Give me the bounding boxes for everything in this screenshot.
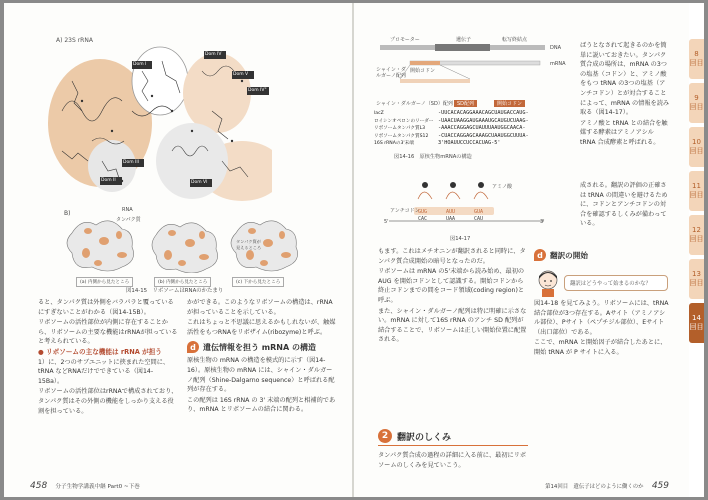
section-heading-text: 遺伝情報を担う mRNA の構造: [203, 342, 316, 352]
paragraph: この配列は 16S rRNA の 3' 末端の配列と相補的であり、mRNA とリボソームの結合に関わる。: [187, 396, 336, 414]
anticodon-0: GUG: [418, 209, 428, 215]
sequence-value: -UUCACACAGGAAACAGCUAUGACCAUG-: [438, 110, 529, 116]
chapter-footer: 第14回目 遺伝子はどのように働くのか: [545, 484, 644, 490]
anticodon-2: GUA: [474, 209, 484, 215]
label-sd: シャイン・ダルガーノ配列: [376, 67, 406, 79]
book-spread: [4, 3, 704, 497]
subheading-translation-start: [534, 249, 588, 261]
sequence-value: -CUACCAGGAGCAAAGCUAAUGGCUUUA-: [438, 132, 529, 139]
sequence-name: リボソームタンパク質S12: [374, 133, 429, 139]
right-lower-right: [534, 299, 670, 359]
paragraph: ると、タンパク質は外側をバラパラと覆っているにすぎないことがわかる（図14-15B）。: [38, 299, 174, 316]
rna-label: RNA: [122, 207, 133, 213]
panel-b-label: B): [64, 210, 71, 217]
right-column-upper: [580, 41, 670, 149]
domain-tag-4: Dom V: [233, 72, 249, 77]
chapter-tab-14[interactable]: [689, 303, 704, 343]
right-page: [354, 3, 689, 497]
sequence-list: [374, 110, 564, 148]
tab-number: 9: [694, 94, 699, 102]
sequence-value: -AAACCAGGAGCUAUUUAAUGGCAACA-: [438, 125, 526, 131]
left-column-1: [38, 298, 178, 417]
left-page: [4, 3, 352, 497]
chapter-tab-10[interactable]: [689, 127, 704, 167]
figure-caption-14-15: 図14-15 リボソームはRNAのかたまり: [126, 288, 224, 294]
tab-number: 8: [694, 50, 699, 58]
sequence-name: リボソームタンパク質L3: [374, 126, 426, 131]
label-gene: 遺伝子: [456, 37, 472, 43]
sequence-value: 3'HOAUUCCUCCACUAG-5': [438, 140, 501, 146]
tab-label: 回目: [689, 191, 704, 199]
label-start-codon: 開始コドン: [410, 68, 436, 74]
subheading-rrna-function: ● リボソームの主な機能は rRNA が担う: [38, 347, 162, 356]
tab-number: 11: [692, 182, 701, 190]
right-column-middle: [580, 181, 670, 230]
section-number-badge: 2: [378, 429, 392, 443]
domain-tag-5: Dom VI: [191, 180, 208, 185]
codon-1: UAA: [446, 216, 456, 222]
ribosome-3d-views: [64, 213, 314, 273]
label-dna: DNA: [550, 45, 562, 51]
domain-region-5: [156, 123, 228, 199]
paragraph: 原核生物の mRNA の構造を模式的に示す（図14-16）。原核生物の mRNA には、シャイン・ダルガーノ配列（Shine-Dalgarno sequence）と呼ばれる配列が存在する。: [187, 357, 335, 394]
paragraph: 1）に、2つのサブユニットに挟まれた空間に、tRNA などRNAだけでできている（図14-15Ba）。: [38, 358, 170, 385]
sequence-value: -UAACUAAGGAUGAAAUGCAUGUCUAAG-: [438, 117, 529, 124]
chapter-tabs: [689, 39, 704, 347]
paragraph: また、シャイン・ダルガーノ配列は特に明確に示さない。mRNA に対して16S rRNA のアンチ SD 配列が結合することで、リボソームは正しい開始位置に配置される。: [378, 307, 527, 344]
sequence-name: ロイシンオペロンのリーダー: [374, 118, 434, 124]
panel-caption-b: (b) 内側から見たところ: [154, 277, 211, 287]
chapter-tab-11[interactable]: [689, 171, 704, 211]
chapter-tab-12[interactable]: [689, 215, 704, 255]
paragraph: リボソームの活性部位が内側に存在することから、リボソームの主要な機能はrRNAが担っていると考えられている。: [38, 319, 178, 346]
paragraph: これはちょっと不思議に思えるかもしれないが、触媒活性をもつRNAをリボザイム(ribozyme)と呼ぶ。: [187, 319, 336, 336]
tab-number: 13: [692, 270, 701, 278]
domain-tag-1: Dom II: [101, 178, 116, 183]
sequence-row: [374, 125, 564, 133]
section-heading-mrna: [187, 341, 337, 353]
domain-tag-3: Dom IV: [205, 52, 222, 57]
domain-tag-0: Dom I: [133, 62, 147, 67]
section-marker-icon: d: [534, 249, 546, 261]
domain-tag-2: Dom III: [123, 160, 140, 165]
paragraph: リボソームは mRNA の5'末端から読み始め、最初の AUG を開始コドンとして認識する。開始コドンから終止コドンまでの間をコード領域(coding region)と呼ぶ。: [378, 268, 525, 304]
protein-label: タンパク質: [116, 217, 141, 223]
sd-tag: SD配列: [454, 100, 477, 107]
left-footer: [30, 481, 140, 491]
subheading-text: 翻訳の開始: [550, 250, 588, 260]
figure-caption-14-17: 図14-17: [450, 236, 471, 242]
panel-caption-c: (c) 下から見たところ: [232, 277, 284, 287]
paragraph: リボソームの活性部位はrRNAで構成されており、タンパク質はその外側の機能をしっかり支える役割を担っている。: [38, 388, 178, 415]
label-mrna: mRNA: [550, 61, 566, 67]
codon-2: CAU: [474, 216, 484, 222]
chapter-tab-13[interactable]: [689, 259, 704, 299]
tab-label: 回目: [689, 323, 704, 331]
paragraph: 成される。翻訳の評価の正確さは tRNA の間違いを避けるために、コドンとアンチコドンの対合を確認するしくみが備わっている。: [580, 182, 668, 228]
section-2-title: 翻訳のしくみ: [397, 432, 452, 443]
page-number-left: 458: [30, 481, 48, 491]
figure-caption-14-16: 図14-16 原核生物mRNAの構造: [394, 154, 472, 160]
rrna-secondary-structure: [42, 41, 272, 201]
chapter-tab-8[interactable]: [689, 39, 704, 79]
page-number-right: 459: [651, 481, 669, 491]
tab-label: 回目: [689, 103, 704, 111]
tab-number: 14: [692, 314, 701, 322]
mrna-3-end: 3': [540, 219, 545, 225]
chapter-tab-9[interactable]: [689, 83, 704, 123]
right-footer: [545, 481, 669, 491]
paragraph: ばうとなされて起きるのかを簡単に説いておきたい。タンパク質合成の場所は、mRNA の3つの塩基（コドン）と、アミノ酸をもつ tRNA の3つの塩基（アンチコドン）とが対合することによって、mRNA の情報を読み取る（図14-17）。: [580, 42, 670, 117]
right-lower-left: [378, 247, 528, 346]
paragraph: 図14-18 を見てみよう。リボソームには、tRNA 結合部位が3つ存在する。Aサイト（アミノアシル部位）、Pサイト（ペプチジル部位）、Eサイト（出口部位）である。: [534, 300, 669, 336]
speech-bubble: 翻訳はどうやって始まるのかな？: [564, 275, 668, 291]
label-promoter: プロモーター: [390, 37, 420, 43]
paragraph: ここで、mRNA と開始因子が結合したあとに、開始 tRNA が P サイトに入る。: [534, 339, 667, 356]
paragraph: もます。これはメチオニンが翻訳されると同時に、タンパク質合成開始の暗号となったのだ。: [378, 248, 526, 265]
section-2-heading: [378, 427, 528, 446]
label-amino-acid: アミノ酸: [492, 184, 513, 190]
anticodon-1: AUU: [446, 209, 456, 215]
domain-region-3: [183, 53, 251, 133]
tab-label: 回目: [689, 147, 704, 155]
domain-region-2: [132, 47, 188, 115]
domain-tag-6: Dom IV": [248, 88, 267, 93]
section-2-text: タンパク質合成の過程の詳細に入る前に、最初にリボソームのしくみを見ていこう。: [378, 452, 527, 469]
tab-label: 回目: [689, 59, 704, 67]
sequence-row: [374, 110, 564, 118]
codon-0: CAC: [418, 216, 428, 222]
label-anticodon: アンチコドン: [390, 208, 420, 214]
paragraph: かができる。このようなリボソームの構造は、rRNA が担っていることを示している。: [187, 299, 333, 316]
tab-number: 12: [692, 226, 701, 234]
mrna-5-end: 5': [384, 219, 389, 225]
panel-caption-a: (a) 内側から見たところ: [76, 277, 133, 287]
sequence-row: [374, 118, 564, 126]
paragraph: アミノ酸と tRNA との結合を触媒する酵素はアミノアシル tRNA 合成酵素と呼ばれる。: [580, 119, 668, 146]
start-tag: 開始コドン: [494, 100, 525, 107]
section-marker-icon: d: [187, 341, 199, 353]
tab-number: 10: [692, 138, 701, 146]
protein-note: タンパク質が 見えるところ: [236, 239, 262, 250]
left-column-2: [187, 298, 337, 416]
sequence-name: lacZ: [374, 111, 384, 116]
student-avatar: [536, 269, 560, 297]
book-title: 分子生物学講義中継 Part0 ~下巻: [55, 484, 140, 490]
tab-label: 回目: [689, 235, 704, 243]
label-terminator: 転写終結点: [502, 37, 528, 43]
sequence-name: 16S rRNAの3'末端: [374, 141, 414, 146]
tab-label: 回目: [689, 279, 704, 287]
sequence-row: [374, 133, 564, 141]
sequence-row: [374, 140, 564, 148]
fig-a-title: A) 23S rRNA: [56, 37, 93, 44]
seq-header: シャイン・ダルガーノ（SD）配列: [376, 101, 453, 107]
